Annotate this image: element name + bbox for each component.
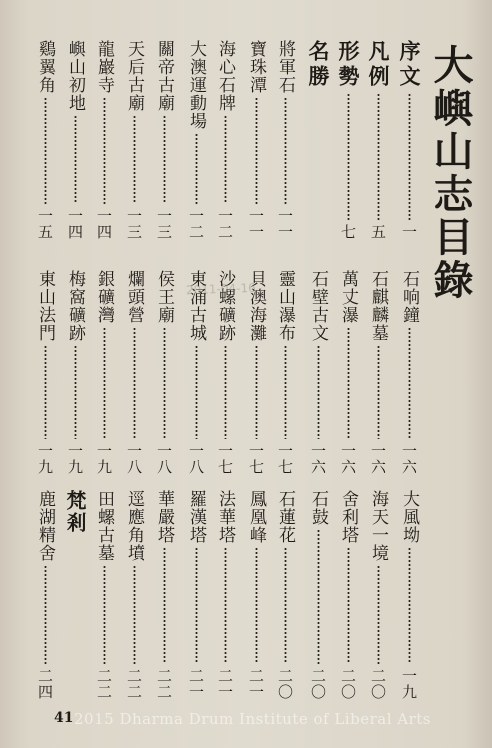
toc-entry [273, 270, 297, 475]
toc-entry [336, 40, 360, 240]
toc-entry-name: 石壁古文 [308, 270, 328, 342]
toc-entry-name: 沙螺礦跡 [215, 270, 235, 342]
toc-entry [92, 270, 116, 475]
toc-entry-page: 一 [400, 224, 418, 240]
toc-entry-name: 田螺古墓 [94, 490, 114, 562]
leader-dots [74, 115, 77, 204]
toc-entry-name: 海天一境 [368, 490, 388, 562]
toc-entry [366, 270, 390, 475]
copyright-watermark: 2015 Dharma Drum Institute of Liberal Arts [74, 710, 431, 728]
leader-dots [44, 97, 47, 204]
toc-entry [33, 270, 57, 475]
leader-dots [195, 345, 198, 439]
toc-entry-name: 關帝古廟 [154, 40, 174, 112]
leader-dots [255, 345, 258, 439]
toc-entry-name: 法華塔 [215, 490, 235, 544]
toc-entry [122, 40, 146, 240]
toc-entry-name: 鷄翼角 [35, 40, 55, 94]
toc-entry-name: 序文 [397, 40, 422, 90]
toc-entry-name: 舍利塔 [338, 490, 358, 544]
date-watermark: 2011-04-16 [185, 280, 256, 298]
toc-entry [366, 490, 390, 700]
toc-entry-page: 一五 [36, 208, 54, 240]
toc-entry [306, 270, 330, 475]
leader-dots [133, 565, 136, 664]
toc-entry-name: 鳳凰峰 [246, 490, 266, 544]
toc-entry-page: 七 [339, 224, 357, 240]
toc-entry-name: 名勝 [306, 40, 331, 90]
leader-dots [195, 547, 198, 664]
toc-entry [63, 490, 87, 700]
toc-entry-page: 二一 [187, 668, 205, 700]
toc-entry-name: 石响鐘 [399, 270, 419, 324]
toc-entry [397, 270, 421, 475]
toc-entry-page: 一三 [125, 208, 143, 240]
leader-dots [255, 97, 258, 204]
toc-entry [397, 490, 421, 700]
toc-entry-name: 龍巖寺 [94, 40, 114, 94]
toc-entry-name: 形勢 [336, 40, 361, 90]
toc-entry-name: 侯王廟 [154, 270, 174, 324]
toc-entry [336, 490, 360, 700]
toc-entry-page: 二二 [125, 668, 143, 700]
toc-entry [33, 40, 57, 240]
leader-dots [133, 327, 136, 439]
page-title: 大嶼山志目錄 [427, 44, 474, 302]
toc-entry-name: 梵剎 [63, 490, 87, 534]
toc-entry [184, 490, 208, 700]
leader-dots [347, 327, 350, 439]
toc-entry [306, 40, 330, 240]
toc-entry [92, 40, 116, 240]
toc-entry-name: 羅漢塔 [186, 490, 206, 544]
toc-entry-name: 將軍石 [275, 40, 295, 94]
leader-dots [317, 345, 320, 439]
toc-entry [152, 40, 176, 240]
leader-dots [408, 547, 411, 664]
toc-entry-name: 石鼓 [308, 490, 328, 526]
leader-dots [103, 565, 106, 664]
toc-entry [152, 490, 176, 700]
toc-entry-page: 一一 [247, 208, 265, 240]
leader-dots [377, 565, 380, 664]
toc-entry-name: 大風坳 [399, 490, 419, 544]
toc-entry [273, 490, 297, 700]
toc-entry-page: 一八 [155, 443, 173, 475]
toc-entry-page: 一八 [187, 443, 205, 475]
leader-dots [163, 115, 166, 204]
leader-dots [347, 93, 350, 220]
page-number: 41 [54, 710, 74, 726]
leader-dots [408, 93, 411, 220]
toc-entry-name: 爛頭營 [124, 270, 144, 324]
toc-entry [244, 40, 268, 240]
leader-dots [408, 327, 411, 439]
toc-entry-page: 二一 [247, 668, 265, 700]
toc-entry-page: 二二 [95, 668, 113, 700]
toc-entry-name: 逕應角墳 [124, 490, 144, 562]
toc-entry-name: 寶珠潭 [246, 40, 266, 94]
toc-entry-page: 二〇 [369, 668, 387, 700]
leader-dots [377, 345, 380, 439]
leader-dots [317, 529, 320, 664]
toc-entry-page: 一九 [36, 443, 54, 475]
toc-entry-name: 貝澳海灘 [246, 270, 266, 342]
toc-entry-name: 東涌古城 [186, 270, 206, 342]
leader-dots [224, 345, 227, 439]
leader-dots [224, 115, 227, 204]
toc-entry-name: 萬丈瀑 [338, 270, 358, 324]
toc-entry-name: 大澳運動場 [186, 40, 206, 130]
leader-dots [44, 345, 47, 439]
toc-entry-page: 一九 [66, 443, 84, 475]
toc-entry [184, 40, 208, 240]
toc-entry-page: 一七 [247, 443, 265, 475]
toc-entry-page: 一六 [309, 443, 327, 475]
toc-entry [122, 270, 146, 475]
toc-entry-name: 天后古廟 [124, 40, 144, 112]
toc-entry [213, 40, 237, 240]
leader-dots [133, 115, 136, 204]
leader-dots [224, 547, 227, 664]
toc-entry [122, 490, 146, 700]
toc-entry-page: 一七 [216, 443, 234, 475]
leader-dots [195, 133, 198, 204]
toc-entry-page: 二二 [155, 668, 173, 700]
toc-entry [306, 490, 330, 700]
toc-entry [273, 40, 297, 240]
toc-entry-name: 鹿湖精舍 [35, 490, 55, 562]
toc-entry-page: 五 [369, 224, 387, 240]
leader-dots [255, 547, 258, 664]
leader-dots [163, 547, 166, 664]
toc-entry-page: 一六 [369, 443, 387, 475]
leader-dots [377, 93, 380, 220]
leader-dots [103, 97, 106, 204]
toc-entry-name: 華嚴塔 [154, 490, 174, 544]
toc-entry-page: 二一 [216, 668, 234, 700]
toc-entry-page: 一七 [276, 443, 294, 475]
toc-entry-page: 一三 [155, 208, 173, 240]
toc-entry [63, 40, 87, 240]
toc-entry-name: 嶼山初地 [65, 40, 85, 112]
toc-entry-page: 一二 [187, 208, 205, 240]
toc-entry-page: 一六 [400, 443, 418, 475]
toc-entry-page: 一四 [66, 208, 84, 240]
toc-entry [33, 490, 57, 700]
toc-entry-name: 梅窩礦跡 [65, 270, 85, 342]
toc-entry [152, 270, 176, 475]
toc-entry-name: 東山法門 [35, 270, 55, 342]
toc-entry [184, 270, 208, 475]
toc-entry-page: 一六 [339, 443, 357, 475]
toc-entry-name: 靈山瀑布 [275, 270, 295, 342]
toc-entry-page: 一八 [125, 443, 143, 475]
toc-entry [213, 490, 237, 700]
toc-entry-page: 二〇 [339, 668, 357, 700]
toc-entry [244, 490, 268, 700]
toc-entry-page: 一九 [400, 668, 418, 700]
toc-entry [397, 40, 421, 240]
toc-entry-name: 石麒麟墓 [368, 270, 388, 342]
toc-entry [366, 40, 390, 240]
toc-entry-page: 一四 [95, 208, 113, 240]
leader-dots [347, 547, 350, 664]
toc-entry [63, 270, 87, 475]
leader-dots [44, 565, 47, 664]
leader-dots [284, 547, 287, 664]
leader-dots [74, 345, 77, 439]
toc-entry [244, 270, 268, 475]
toc-entry-page: 一一 [276, 208, 294, 240]
leader-dots [284, 97, 287, 204]
toc-entry [213, 270, 237, 475]
toc-entry [92, 490, 116, 700]
toc-entry-page: 一二 [216, 208, 234, 240]
toc-entry-name: 凡例 [366, 40, 391, 90]
toc-entry-name: 銀礦灣 [94, 270, 114, 324]
toc-entry-page: 一九 [95, 443, 113, 475]
toc-entry [336, 270, 360, 475]
toc-entry-page: 二〇 [276, 668, 294, 700]
toc-entry-name: 石蓮花 [275, 490, 295, 544]
toc-entry-name: 海心石牌 [215, 40, 235, 112]
leader-dots [163, 327, 166, 439]
toc-entry-page: 二〇 [309, 668, 327, 700]
leader-dots [284, 345, 287, 439]
leader-dots [103, 327, 106, 439]
toc-entry-page: 二四 [36, 668, 54, 700]
